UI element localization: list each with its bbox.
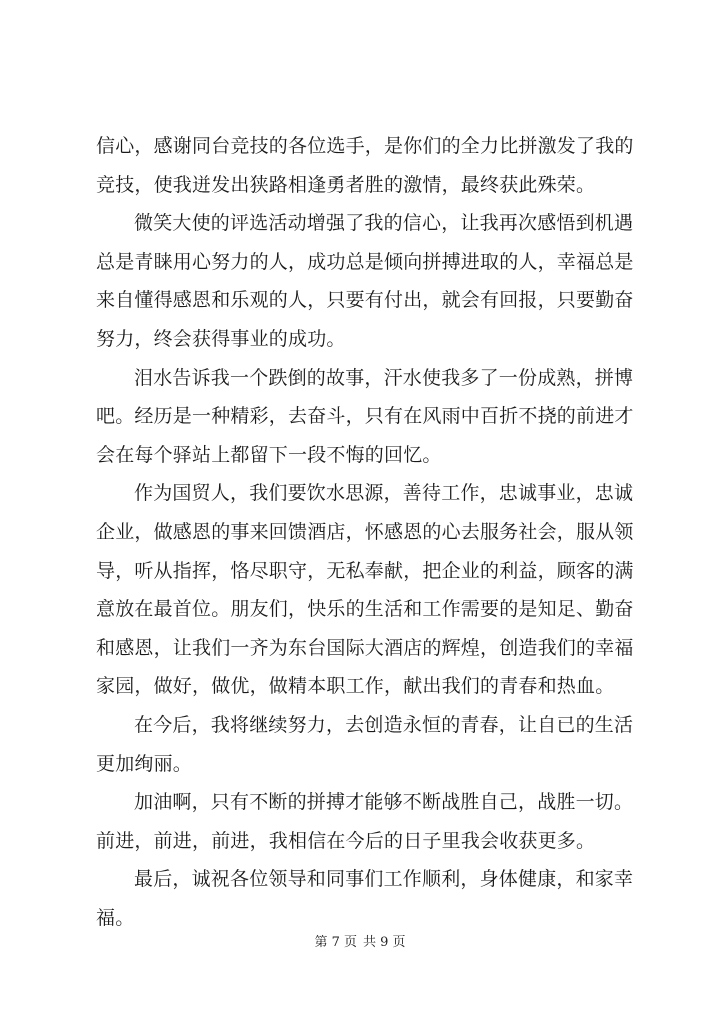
text-line: 会在每个驿站上都留下一段不悔的回忆。 (96, 443, 442, 466)
text-line: 吧。经历是一种精彩，去奋斗，只有在风雨中百折不挠的前进才 (96, 405, 634, 428)
text-line: 前进，前进，前进，我相信在今后的日子里我会收获更多。 (96, 829, 596, 852)
page-total: 共 9 页 (363, 935, 406, 950)
paragraph-start-line: 微笑大使的评选活动增强了我的信心，让我再次感悟到机遇 (134, 212, 634, 235)
text-line: 来自懂得感恩和乐观的人，只要有付出，就会有回报，只要勤奋 (96, 289, 634, 312)
body-text (96, 127, 656, 937)
text-line: 家园，做好，做优，做精本职工作，献出我们的青春和热血。 (96, 675, 615, 698)
text-line: 更加绚丽。 (96, 752, 193, 775)
page-footer (0, 933, 720, 953)
text-line: 总是青睐用心努力的人，成功总是倾向拼搏进取的人，幸福总是 (96, 250, 634, 273)
text-line: 信心，感谢同台竞技的各位选手，是你们的全力比拼激发了我的 (96, 135, 634, 157)
text-line: 导，听从指挥，恪尽职守，无私奉献，把企业的利益，顾客的满 (96, 559, 634, 582)
paragraph-start-line: 最后，诚祝各位领导和同事们工作顺利，身体健康，和家幸 (134, 868, 634, 891)
text-line: 企业，做感恩的事来回馈酒店，怀感恩的心去服务社会，服从领 (96, 520, 634, 543)
text-line: 竞技，使我迸发出狭路相逢勇者胜的激情，最终获此殊荣。 (96, 173, 596, 196)
paragraph-start-line: 在今后，我将继续努力，去创造永恒的青春，让自已的生活 (134, 713, 634, 736)
text-line: 福。 (96, 906, 135, 929)
paragraph-start-line: 泪水告诉我一个跌倒的故事，汗水使我多了一份成熟，拼博 (134, 366, 634, 389)
page-number: 第 7 页 (314, 935, 357, 950)
text-line: 努力，终会获得事业的成功。 (96, 327, 346, 350)
text-line: 意放在最首位。朋友们，快乐的生活和工作需要的是知足、勤奋 (96, 598, 634, 621)
paragraph-start-line: 加油啊，只有不断的拼搏才能够不断战胜自己，战胜一切。 (134, 791, 634, 814)
paragraph-start-line: 作为国贸人，我们要饮水思源，善待工作，忠诚事业，忠诚 (134, 482, 634, 505)
text-line: 和感恩，让我们一齐为东台国际大酒店的辉煌，创造我们的幸福 (96, 636, 634, 659)
